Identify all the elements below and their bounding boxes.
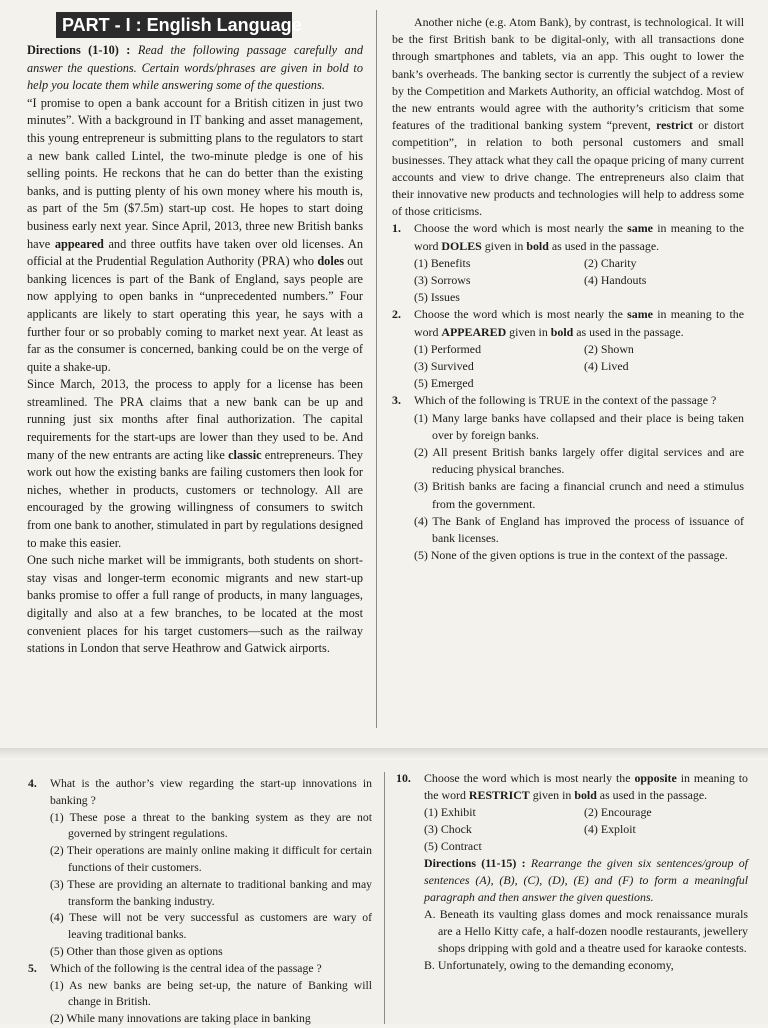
options: [414, 410, 744, 565]
option[interactable]: (5) None of the given options is true in the context of the passage.: [414, 548, 728, 563]
q-emphasis: same: [627, 307, 653, 322]
question-3: [392, 392, 744, 564]
passage-paragraph-3: One such niche market will be immigrants, both students on short-stay visas and longer-term economic migrants and new start-up banks promise to offer a full range of products, in many languages, digitally and also at a few branches, to be located at the most convenient places for his target customers—such as the railway stations in London that serve Heathrow and Gatwick airports.: [27, 553, 363, 656]
question-number: 1.: [392, 221, 401, 236]
column-divider-bottom: [384, 772, 385, 1024]
q-text: Choose the word which is most nearly the: [414, 221, 623, 236]
q-text: in meaning to the word: [414, 221, 744, 253]
options: [414, 255, 744, 307]
question-10: [396, 770, 748, 855]
question-text: Which of the following is the central idea of the passage ?: [50, 961, 322, 975]
right-column-bottom: [396, 770, 748, 974]
question-1: [392, 220, 744, 306]
option[interactable]: (5) Contract: [424, 839, 482, 853]
option[interactable]: (3) British banks are facing a financial crunch and need a stimulus from the government.: [414, 479, 744, 511]
q-text: Choose the word which is most nearly the: [424, 771, 631, 785]
q-emphasis: bold: [526, 238, 549, 253]
passage-text: Since March, 2013, the process to apply for a license has been streamlined. The PRA claims that a new bank can be up and running just six months after final authorization. The capital requirements for the start-ups are lower than they used to be. And many of the new entrants are acting like: [27, 377, 363, 462]
question-text: [414, 306, 744, 340]
question-text: Which of the following is TRUE in the context of the passage ?: [414, 393, 717, 408]
q-emphasis: bold: [550, 324, 574, 339]
option[interactable]: (3) Chock: [424, 822, 472, 836]
q-emphasis: opposite: [634, 771, 677, 785]
part-title: PART - I : English Language: [56, 12, 292, 38]
bold-word-classic: classic: [228, 447, 262, 462]
option[interactable]: (3) Sorrows: [414, 273, 471, 288]
bold-word-appeared: appeared: [54, 236, 104, 251]
option[interactable]: (5) Other than those given as options: [50, 944, 223, 958]
directions-text: Read the following passage carefully and answer the questions. Certain words/phrases are given in bold to help you locate them while answering some of the questions.: [27, 43, 363, 93]
q-emphasis: bold: [574, 788, 597, 802]
passage-text: Another niche (e.g. Atom Bank), by contrast, is technological. It will be the first British bank to be digital-only, with all transactions done through smartphones and tablets, via an app. This ought to lower the bank’s overheads. The banking sector is currently the subject of a review by the Competition and Markets Authority, an official watchdog. Most of the new entrants would agree with the authority’s criticism that some features of the traditional banking system “prevent,: [392, 15, 744, 133]
option[interactable]: (2) All present British banks largely offer digital services and are reducing physical branches.: [414, 445, 744, 477]
option[interactable]: (5) Issues: [414, 290, 460, 305]
left-column-top: [27, 42, 363, 658]
option[interactable]: (2) Their operations are mainly online making it difficult for certain functions of their customers.: [50, 844, 372, 874]
passage-text: entrepreneurs. They work out how the existing banks are failing customers then look for niches, whether in products, customers or technology. All are encouraged by the growing willingness of consumers to switch from one bank to another, stimulated in part by regulations designed to make this easier.: [27, 447, 363, 550]
passage-paragraph-1: [27, 95, 363, 377]
q-text: given in: [509, 324, 548, 339]
question-number: 5.: [28, 961, 37, 975]
bold-word-restrict: restrict: [656, 118, 693, 133]
passage-text: and three outfits have taken over old licenses. An official at the Prudential Regulation Authority (PRA) who: [27, 236, 364, 269]
question-2: [392, 306, 744, 392]
option[interactable]: (4) The Bank of England has improved the process of issuance of bank licenses.: [414, 513, 744, 546]
question-number: 4.: [28, 777, 37, 790]
q-text: given in: [484, 238, 524, 253]
question-number: 10.: [396, 771, 411, 785]
option[interactable]: (1) As new banks are being set-up, the nature of Banking will change in British.: [50, 978, 372, 1009]
question-4: [28, 776, 372, 961]
directions-11-15: [396, 855, 748, 906]
option[interactable]: (3) These are providing an alternate to traditional banking and may transform the banking industry.: [50, 877, 372, 908]
q-text: as used in the passage.: [551, 238, 660, 253]
sentence-item: A. Beneath its vaulting glass domes and mock renaissance murals are a Hello Kitty cafe, a half-dozen noodle restaurants, jewellery shops dripping with gold and a theatre used for karaoke contests.: [424, 907, 748, 955]
option[interactable]: (1) Benefits: [414, 255, 471, 270]
option[interactable]: (1) Many large banks have collapsed and their place is being taken over by foreign banks.: [414, 410, 744, 442]
question-text: [414, 220, 744, 254]
q-keyword: APPEARED: [441, 324, 507, 339]
option[interactable]: (5) Emerged: [414, 376, 474, 391]
option[interactable]: (1) Exhibit: [424, 805, 476, 819]
passage-text: “I promise to open a bank account for a British citizen in just two minutes”. With a background in IT banking and asset management, this young entrepreneur is submitting plans to the regulators to start a new bank called Lintel, the two-minute pledge is one of his selling points. He reckons that he can do better than the existing banks, and is putting plenty of his own money where his mouth is, as part of the 5m ($7.5m) start-up cost. He hopes to start doing business early next year. Since April, 2013, three new British banks have: [27, 95, 363, 251]
option[interactable]: (4) Handouts: [584, 273, 647, 288]
directions-1-10: [27, 42, 363, 95]
question-number: 3.: [392, 393, 401, 408]
option[interactable]: (2) Shown: [584, 341, 634, 356]
option[interactable]: (2) While many innovations are taking place in banking: [50, 1012, 311, 1026]
option[interactable]: (1) Performed: [414, 341, 482, 356]
passage-paragraph-2: [27, 376, 363, 552]
sentence-list: [396, 906, 748, 974]
question-text: What is the author’s view regarding the start-up innovations in banking ?: [50, 777, 372, 807]
q-emphasis: same: [627, 221, 653, 236]
bold-word-doles: doles: [317, 254, 344, 269]
left-column-bottom: [28, 776, 372, 1028]
q-text: given in: [532, 788, 572, 802]
passage-text: or distort competition”, in relation to both personal customers and small businesses. They attack what they call the opaque pricing of many current accounts and view to drive change. The entrepreneurs also claim that their innovative new products and technologies will help to address some of those criticisms.: [392, 118, 744, 219]
q-text: in meaning to the word: [414, 307, 744, 339]
passage-text: out banking licences is part of the Bank of England, says people are now applying to open banks in “unprecedented numbers.” Four applicants are likely to start operating this year, he says with a further four or so probably coming to market next year. At least as far as the consumer is concerned, banking could be on the verge of quite a shake-up.: [27, 254, 363, 374]
q-keyword: DOLES: [441, 238, 482, 253]
page-seam: [0, 748, 768, 760]
passage-paragraph-4: [392, 14, 744, 220]
options: [50, 978, 372, 1028]
options: [424, 804, 748, 855]
q-text: as used in the passage.: [599, 788, 708, 802]
question-number: 2.: [392, 307, 401, 322]
option[interactable]: (3) Survived: [414, 359, 474, 374]
option[interactable]: (4) These will not be very successful as customers are wary of leaving traditional banks.: [50, 911, 372, 942]
column-divider-top: [376, 10, 377, 728]
option[interactable]: (2) Charity: [584, 255, 637, 270]
options: [50, 810, 372, 961]
q-text: as used in the passage.: [576, 324, 684, 339]
option[interactable]: (4) Exploit: [584, 822, 636, 836]
option[interactable]: (4) Lived: [584, 359, 629, 374]
q-keyword: RESTRICT: [468, 788, 530, 802]
directions-text: Rearrange the given six sentences/group of sentences (A), (B), (C), (D), (E) and (F) to form a meaningful paragraph and then answer the given questions.: [424, 856, 748, 904]
question-text: [424, 770, 748, 804]
question-5: [28, 961, 372, 1028]
q-text: in meaning to the word: [424, 771, 748, 802]
options: [414, 341, 744, 393]
directions-label: Directions (11-15) :: [424, 856, 526, 870]
option[interactable]: (1) These pose a threat to the banking system as they are not governed by stringent regulations.: [50, 810, 372, 841]
right-column-top: [392, 14, 744, 565]
option[interactable]: (2) Encourage: [584, 805, 652, 819]
sentence-item: B. Unfortunately, owing to the demanding economy,: [424, 958, 674, 972]
directions-label: Directions (1-10) :: [27, 43, 131, 57]
q-text: Choose the word which is most nearly the: [414, 307, 623, 322]
